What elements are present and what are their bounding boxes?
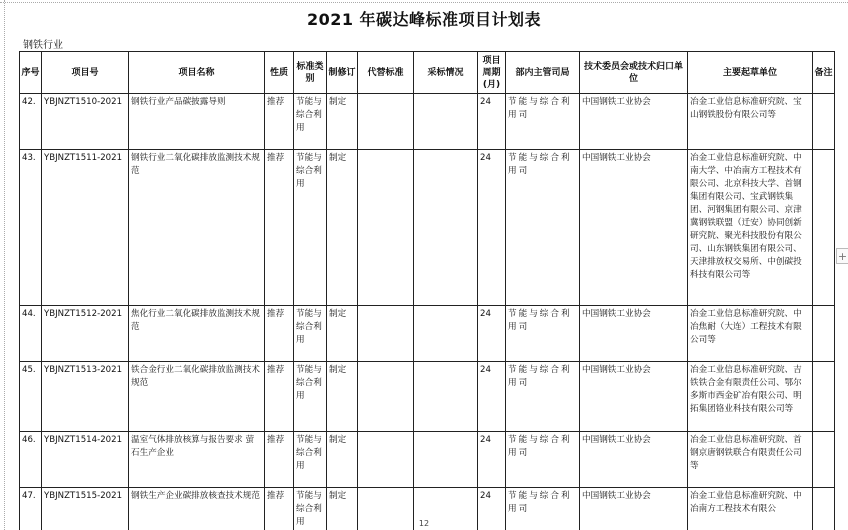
plus-icon[interactable]: + <box>837 250 848 263</box>
cell-period: 24 <box>478 306 506 362</box>
cell-remarks <box>813 306 835 362</box>
cell-adoption <box>414 362 478 432</box>
cell-ministry-dept: 节能与综合利用司 <box>506 306 580 362</box>
cell-period: 24 <box>478 488 506 530</box>
cell-remarks <box>813 432 835 488</box>
cell-period: 24 <box>478 94 506 150</box>
cell-standard-type: 节能与综合利用 <box>294 150 327 306</box>
cell-project-name: 温室气体排放核算与报告要求 萤石生产企业 <box>129 432 265 488</box>
cell-tech-committee: 中国钢铁工业协会 <box>580 488 688 530</box>
cell-ministry-dept: 节能与综合利用司 <box>506 150 580 306</box>
cell-standard-type: 节能与综合利用 <box>294 306 327 362</box>
cell-project-no: YBJNZT1515-2021 <box>42 488 129 530</box>
page-guide-left <box>4 0 5 530</box>
cell-ministry-dept: 节能与综合利用司 <box>506 94 580 150</box>
cell-nature: 推荐 <box>265 362 294 432</box>
header-tech-committee: 技术委员会或技术归口单位 <box>580 52 688 94</box>
standards-plan-table <box>19 51 835 530</box>
cell-period: 24 <box>478 150 506 306</box>
cell-project-name: 钢铁行业产品碳披露导则 <box>129 94 265 150</box>
header-ministry-dept: 部内主管司局 <box>506 52 580 94</box>
cell-project-no: YBJNZT1511-2021 <box>42 150 129 306</box>
cell-tech-committee: 中国钢铁工业协会 <box>580 150 688 306</box>
cell-revision: 制定 <box>327 432 358 488</box>
cell-ministry-dept: 节能与综合利用司 <box>506 488 580 530</box>
page-guide-top <box>0 2 848 3</box>
cell-project-name: 钢铁生产企业碳排放核查技术规范 <box>129 488 265 530</box>
cell-seq: 44. <box>20 306 42 362</box>
cell-project-name: 焦化行业二氧化碳排放监测技术规范 <box>129 306 265 362</box>
cell-standard-type: 节能与综合利用 <box>294 488 327 530</box>
cell-tech-committee: 中国钢铁工业协会 <box>580 432 688 488</box>
cell-nature: 推荐 <box>265 306 294 362</box>
table-row <box>20 362 835 432</box>
header-replaced-standard: 代替标准 <box>358 52 414 94</box>
cell-project-no: YBJNZT1514-2021 <box>42 432 129 488</box>
cell-replaced-standard <box>358 306 414 362</box>
header-seq: 序号 <box>20 52 42 94</box>
table-row <box>20 432 835 488</box>
cell-revision: 制定 <box>327 362 358 432</box>
cell-seq: 45. <box>20 362 42 432</box>
cell-drafters: 冶金工业信息标准研究院、中冶焦耐（大连）工程技术有限公司等 <box>688 306 813 362</box>
cell-seq: 47. <box>20 488 42 530</box>
cell-drafters: 冶金工业信息标准研究院、中南大学、中冶南方工程技术有限公司、北京科技大学、首钢集团有限公司、宝武钢铁集团、河钢集团有限公司、京津冀钢铁联盟（迁安）协同创新研究院、聚光科技股份有限公司、山东钢铁集团有限公司、天津排放权交易所、中创碳投科技有限公司等 <box>688 150 813 306</box>
cell-seq: 42. <box>20 94 42 150</box>
cell-adoption <box>414 306 478 362</box>
cell-project-name: 钢铁行业二氧化碳排放监测技术规范 <box>129 150 265 306</box>
cell-adoption <box>414 150 478 306</box>
table-row <box>20 150 835 306</box>
cell-replaced-standard <box>358 432 414 488</box>
cell-standard-type: 节能与综合利用 <box>294 362 327 432</box>
table-row <box>20 306 835 362</box>
cell-nature: 推荐 <box>265 488 294 530</box>
cell-replaced-standard <box>358 362 414 432</box>
cell-nature: 推荐 <box>265 150 294 306</box>
header-project-name: 项目名称 <box>129 52 265 94</box>
cell-ministry-dept: 节能与综合利用司 <box>506 362 580 432</box>
cell-revision: 制定 <box>327 306 358 362</box>
cell-revision: 制定 <box>327 94 358 150</box>
cell-nature: 推荐 <box>265 94 294 150</box>
cell-drafters: 冶金工业信息标准研究院、宝山钢铁股份有限公司等 <box>688 94 813 150</box>
cell-period: 24 <box>478 362 506 432</box>
cell-remarks <box>813 362 835 432</box>
cell-standard-type: 节能与综合利用 <box>294 94 327 150</box>
cell-seq: 43. <box>20 150 42 306</box>
header-revision: 制修订 <box>327 52 358 94</box>
cell-remarks <box>813 94 835 150</box>
header-nature: 性质 <box>265 52 294 94</box>
cell-tech-committee: 中国钢铁工业协会 <box>580 362 688 432</box>
table-row <box>20 94 835 150</box>
cell-tech-committee: 中国钢铁工业协会 <box>580 94 688 150</box>
cell-revision: 制定 <box>327 488 358 530</box>
cell-replaced-standard <box>358 150 414 306</box>
cell-replaced-standard <box>358 94 414 150</box>
cell-drafters: 冶金工业信息标准研究院、吉铁铁合金有限责任公司、鄂尔多斯市西金矿冶有限公司、明拓集团铬业科技有限公司等 <box>688 362 813 432</box>
cell-project-name: 铁合金行业二氧化碳排放监测技术规范 <box>129 362 265 432</box>
header-project-no: 项目号 <box>42 52 129 94</box>
cell-project-no: YBJNZT1512-2021 <box>42 306 129 362</box>
cell-seq: 46. <box>20 432 42 488</box>
cell-adoption <box>414 432 478 488</box>
page-title: 2021 年碳达峰标准项目计划表 <box>306 10 542 29</box>
header-adoption: 采标情况 <box>414 52 478 94</box>
cell-remarks <box>813 150 835 306</box>
header-standard-type: 标准类别 <box>294 52 327 94</box>
cell-period: 24 <box>478 432 506 488</box>
header-drafters: 主要起草单位 <box>688 52 813 94</box>
cell-nature: 推荐 <box>265 432 294 488</box>
cell-drafters: 冶金工业信息标准研究院、首钢京唐钢铁联合有限责任公司等 <box>688 432 813 488</box>
cell-ministry-dept: 节能与综合利用司 <box>506 432 580 488</box>
industry-label: 钢铁行业 <box>23 40 63 51</box>
cell-tech-committee: 中国钢铁工业协会 <box>580 306 688 362</box>
cell-drafters: 冶金工业信息标准研究院、中冶南方工程技术有限公 <box>688 488 813 530</box>
cell-adoption <box>414 94 478 150</box>
cell-revision: 制定 <box>327 150 358 306</box>
cell-project-no: YBJNZT1513-2021 <box>42 362 129 432</box>
cell-project-no: YBJNZT1510-2021 <box>42 94 129 150</box>
header-remarks: 备注 <box>813 52 835 94</box>
table-header-row <box>20 52 835 94</box>
page-number: 12 <box>418 519 430 528</box>
header-period: 项目周期(月) <box>478 52 506 94</box>
cell-standard-type: 节能与综合利用 <box>294 432 327 488</box>
